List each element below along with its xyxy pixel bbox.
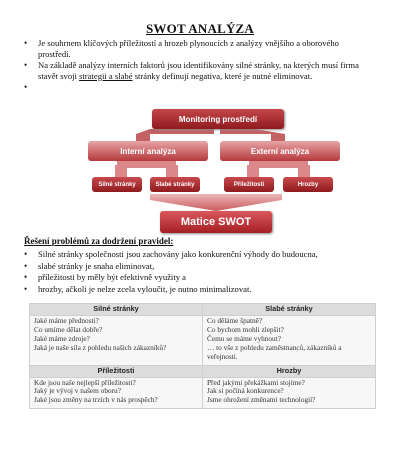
table-cell-line: Co bychom mohli zlepšit? — [207, 324, 284, 334]
bullet-text: Na základě analýzy interních faktorů jsou identifikovány silné stránky, na kterých musí firma stavět svoji — [38, 60, 359, 81]
table-header-threats: Hrozby — [203, 365, 376, 377]
table-header-opportunities: Příležitosti — [30, 365, 203, 377]
table-cell-line: Co umíme dělat dobře? — [34, 324, 103, 334]
intro-bullet-list — [24, 38, 364, 82]
bullet-text: Je souhrnem klíčových příležitostí a hrozeb plynoucích z analýzy vnějšího a oborového prostředí. — [38, 38, 339, 59]
table-cell-line: Jsme ohrožení změnami technologií? — [207, 395, 316, 405]
list-item — [24, 38, 364, 59]
list-item: • hrozby, ačkoli je nelze zcela vyloučit, je nutno minimalizovat. — [24, 284, 364, 295]
table-cell-line: Čemu se máme vyhnout? — [207, 333, 281, 343]
arrow-to-external — [220, 129, 285, 141]
threats-box: Hrozby — [283, 177, 333, 192]
arrow-internal-split — [115, 161, 178, 177]
bullet-text-underlined: strategii a slabé — [79, 70, 133, 81]
list-item: • příležitosti by měly být efektivně využity a — [24, 272, 364, 283]
list-item: • Silné stránky společnosti jsou zachovány jako konkurenční výhody do budoucna, — [24, 249, 364, 260]
arrow-to-internal — [136, 129, 214, 141]
weaknesses-box: Slabé stránky — [150, 177, 200, 192]
swot-table — [29, 303, 376, 409]
arrow-to-matrix — [150, 194, 282, 211]
table-cell-line: Jak si počíná konkurence? — [207, 386, 284, 396]
opportunities-box: Příležitosti — [224, 177, 274, 192]
table-cell-line: Jaké máme přednosti? — [34, 316, 99, 325]
strengths-cell — [30, 316, 203, 366]
table-cell-line: Co děláme špatně? — [207, 316, 263, 325]
external-analysis-box: Externí analýza — [220, 141, 340, 161]
arrow-external-split — [247, 161, 310, 177]
strengths-box: Silné stránky — [92, 177, 142, 192]
opportunities-cell — [30, 377, 203, 409]
table-cell-line: Před jakými překážkami stojíme? — [207, 377, 305, 387]
list-item: • slabé stránky je snaha eliminovat, — [24, 261, 364, 272]
table-cell-line: Jaká je naše síla z pohledu našich zákazníků? — [34, 342, 167, 352]
threats-cell — [203, 377, 376, 409]
weaknesses-cell — [203, 316, 376, 366]
bullet-text: stránky definují negativa, které je nutné eliminovat. — [134, 70, 313, 81]
table-header-strengths: Silné stránky — [30, 304, 203, 316]
swot-matrix-box: Matice SWOT — [160, 211, 272, 233]
internal-analysis-box: Interní analýza — [88, 141, 208, 161]
list-item — [24, 60, 364, 81]
table-cell-line: Jaké jsou změny na trzích v nás prospěch? — [34, 395, 158, 405]
table-cell-line: … to vše z pohledu zaměstnanců, zákazníků a veřejnosti. — [207, 342, 342, 361]
table-cell-line: Jaké máme zdroje? — [34, 333, 90, 343]
solution-heading: Řešení problémů za dodržení pravidel: — [24, 236, 174, 246]
table-cell-line: Jaký je vývoj v našem oboru? — [34, 386, 121, 396]
monitoring-box: Monitoring prostředí — [152, 109, 284, 129]
table-cell-line: Kde jsou naše nejlepší příležitosti? — [34, 377, 136, 387]
table-header-weaknesses: Slabé stránky — [203, 304, 376, 316]
solution-bullet-list — [24, 249, 364, 295]
page-title: SWOT ANALÝZA — [146, 21, 254, 36]
